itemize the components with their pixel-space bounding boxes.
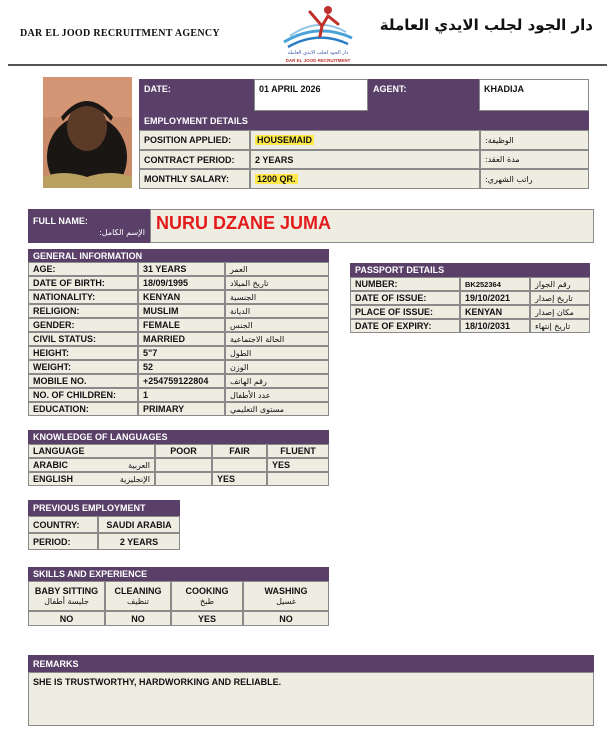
language-fair-value: YES <box>212 472 267 486</box>
candidate-photo <box>43 77 132 188</box>
general-info-value: 5"7 <box>138 346 225 360</box>
agent-label: AGENT: <box>368 79 479 111</box>
general-info-label: AGE: <box>28 262 138 276</box>
language-name: ENGLISH <box>33 474 74 484</box>
skill-name-arabic: غسيل <box>276 597 296 606</box>
monthly-salary-value <box>250 169 480 189</box>
full-name-label-box <box>28 209 150 243</box>
language-poor-value <box>155 472 212 486</box>
passport-label: DATE OF ISSUE: <box>350 291 460 305</box>
skill-name-cell <box>105 581 171 611</box>
header-divider <box>8 64 607 66</box>
languages-col-poor: POOR <box>155 444 212 458</box>
general-info-value: MARRIED <box>138 332 225 346</box>
contract-period-label: CONTRACT PERIOD: <box>139 150 250 169</box>
skill-value: YES <box>171 611 243 626</box>
general-info-label-arabic: عدد الأطفال <box>225 388 329 402</box>
skill-name: COOKING <box>185 586 229 596</box>
general-info-label-arabic: الديانة <box>225 304 329 318</box>
agency-name-english: DAR EL JOOD RECRUITMENT AGENCY <box>20 28 220 39</box>
passport-label-arabic: مكان إصدار <box>530 305 590 319</box>
full-name-label: FULL NAME: <box>33 215 88 226</box>
general-info-value: 52 <box>138 360 225 374</box>
passport-value: BK252364 <box>460 277 530 291</box>
languages-col-language: LANGUAGE <box>28 444 155 458</box>
skill-value: NO <box>105 611 171 626</box>
date-value: 01 APRIL 2026 <box>254 79 368 111</box>
full-name-value: NURU DZANE JUMA <box>156 213 331 233</box>
passport-label-arabic: تاريخ إنتهاء <box>530 319 590 333</box>
general-info-label: GENDER: <box>28 318 138 332</box>
passport-label: DATE OF EXPIRY: <box>350 319 460 333</box>
language-fluent-value <box>267 472 329 486</box>
skill-name-cell <box>171 581 243 611</box>
general-info-label: MOBILE NO. <box>28 374 138 388</box>
general-info-label: NATIONALITY: <box>28 290 138 304</box>
general-information-header: GENERAL INFORMATION <box>28 249 329 262</box>
logo-text-english: DAR EL JOOD RECRUITMENT <box>285 58 351 63</box>
passport-value: 19/10/2021 <box>460 291 530 305</box>
languages-col-fluent: FLUENT <box>267 444 329 458</box>
monthly-salary-label: MONTHLY SALARY: <box>139 169 250 189</box>
previous-employment-header: PREVIOUS EMPLOYMENT <box>28 500 180 516</box>
language-name-arabic: العربية <box>128 460 150 470</box>
date-label: DATE: <box>139 79 254 111</box>
skill-name-arabic: تنظيف <box>127 597 149 606</box>
position-value-text: HOUSEMAID <box>257 135 313 145</box>
full-name-label-arabic: الإسم الكامل: <box>99 227 145 237</box>
general-info-label-arabic: الجنس <box>225 318 329 332</box>
general-info-label-arabic: الحالة الاجتماعية <box>225 332 329 346</box>
contract-period-value: 2 YEARS <box>250 150 480 169</box>
general-info-value: 1 <box>138 388 225 402</box>
contract-period-label-arabic: مدة العقد: <box>480 150 589 169</box>
general-info-label-arabic: رقم الهاتف <box>225 374 329 388</box>
language-fluent-value: YES <box>267 458 329 472</box>
language-poor-value <box>155 458 212 472</box>
general-info-value: +254759122804 <box>138 374 225 388</box>
general-info-value: 18/09/1995 <box>138 276 225 290</box>
logo-figure-icon <box>270 2 366 52</box>
general-info-label-arabic: العمر <box>225 262 329 276</box>
employment-details-header: EMPLOYMENT DETAILS <box>139 111 589 130</box>
skill-value: NO <box>28 611 105 626</box>
general-info-label-arabic: الوزن <box>225 360 329 374</box>
skill-name-cell <box>243 581 329 611</box>
remarks-text: SHE IS TRUSTWORTHY, HARDWORKING AND RELIABLE. <box>28 672 594 726</box>
general-info-label-arabic: الطول <box>225 346 329 360</box>
passport-value: KENYAN <box>460 305 530 319</box>
logo-text-arabic: دار الجود لجلب الايدي العاملة <box>287 50 349 56</box>
previous-country-label: COUNTRY: <box>28 516 98 533</box>
language-name-arabic: الإنجليزية <box>119 474 150 484</box>
general-info-value: PRIMARY <box>138 402 225 416</box>
general-info-label: EDUCATION: <box>28 402 138 416</box>
position-label-arabic: الوظيفة: <box>480 130 589 150</box>
passport-label-arabic: تاريخ إصدار <box>530 291 590 305</box>
passport-label: NUMBER: <box>350 277 460 291</box>
language-row-english <box>28 472 155 486</box>
general-info-label: RELIGION: <box>28 304 138 318</box>
skill-name-arabic: جليسة أطفال <box>44 597 89 606</box>
general-info-value: KENYAN <box>138 290 225 304</box>
general-info-label-arabic: تاريخ الميلاد <box>225 276 329 290</box>
agency-logo <box>270 2 366 66</box>
general-info-label: DATE OF BIRTH: <box>28 276 138 290</box>
skill-name: CLEANING <box>114 586 162 596</box>
passport-label: PLACE OF ISSUE: <box>350 305 460 319</box>
position-label: POSITION APPLIED: <box>139 130 250 150</box>
monthly-salary-label-arabic: راتب الشهري: <box>480 169 589 189</box>
general-info-label: NO. OF CHILDREN: <box>28 388 138 402</box>
previous-period-value: 2 YEARS <box>98 533 180 550</box>
skill-name: WASHING <box>264 586 308 596</box>
general-info-label: WEIGHT: <box>28 360 138 374</box>
general-info-label: CIVIL STATUS: <box>28 332 138 346</box>
monthly-salary-value-text: 1200 QR. <box>257 174 296 184</box>
skill-name-arabic: طبخ <box>200 597 214 606</box>
remarks-header: REMARKS <box>28 655 594 672</box>
languages-col-fair: FAIR <box>212 444 267 458</box>
skills-header: SKILLS AND EXPERIENCE <box>28 567 329 581</box>
skill-name-cell <box>28 581 105 611</box>
person-portrait-icon <box>43 77 132 188</box>
general-info-label-arabic: مستوى التعليمي <box>225 402 329 416</box>
previous-period-label: PERIOD: <box>28 533 98 550</box>
skill-name: BABY SITTING <box>34 586 99 596</box>
position-value <box>250 130 480 150</box>
general-info-value: MUSLIM <box>138 304 225 318</box>
skill-value: NO <box>243 611 329 626</box>
general-info-label: HEIGHT: <box>28 346 138 360</box>
previous-country-value: SAUDI ARABIA <box>98 516 180 533</box>
language-row-arabic <box>28 458 155 472</box>
passport-value: 18/10/2031 <box>460 319 530 333</box>
general-info-value: FEMALE <box>138 318 225 332</box>
language-fair-value <box>212 458 267 472</box>
agent-value: KHADIJA <box>479 79 589 111</box>
language-name: ARABIC <box>33 460 68 470</box>
languages-header: KNOWLEDGE OF LANGUAGES <box>28 430 329 444</box>
passport-label-arabic: رقم الجواز <box>530 277 590 291</box>
general-info-label-arabic: الجنسية <box>225 290 329 304</box>
agency-name-arabic: دار الجود لجلب الايدي العاملة <box>379 16 593 34</box>
passport-details-header: PASSPORT DETAILS <box>350 263 590 277</box>
general-info-value: 31 YEARS <box>138 262 225 276</box>
